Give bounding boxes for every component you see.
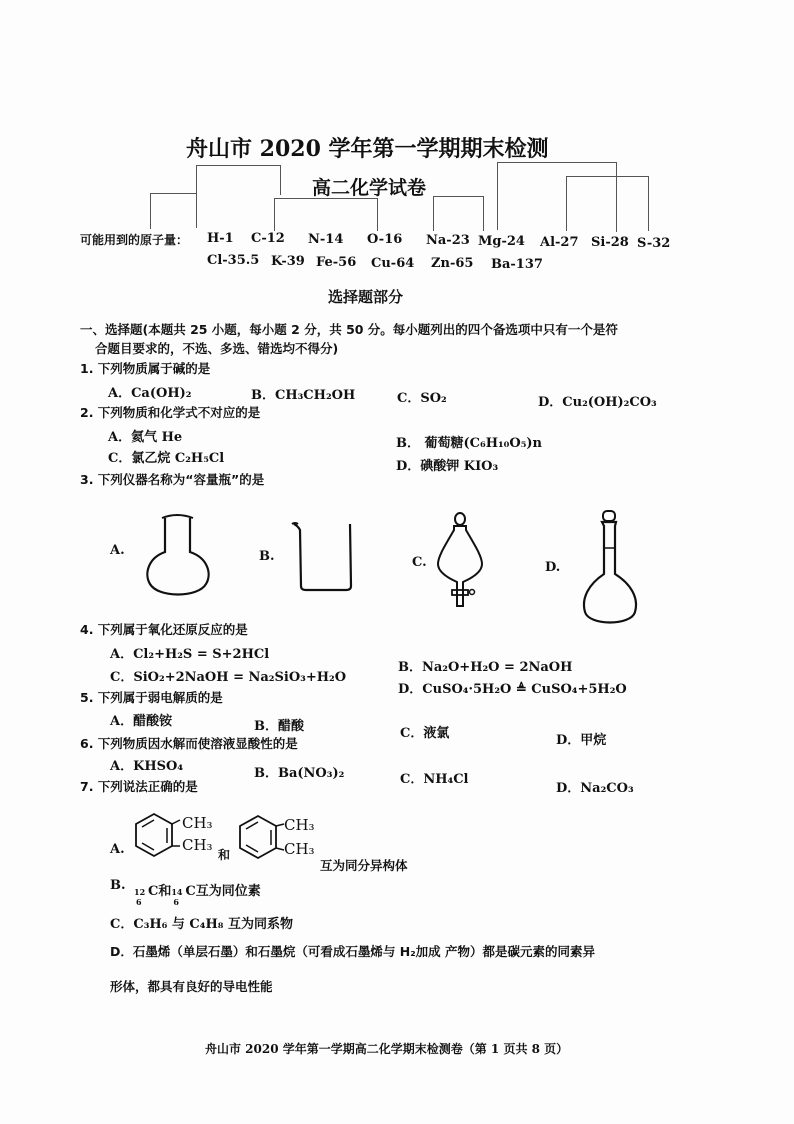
section-instructions-2: 合题目要求的，不选、多选、错选均不得分) xyxy=(95,341,339,356)
section-instructions-1: 一、选择题(本题共 25 小题，每小题 2 分，共 50 分。每小题列出的四个备选项中只有一个是符 xyxy=(80,322,618,337)
separatory-funnel-icon xyxy=(432,510,488,614)
q6-option-b: B．Ba(NO₃)₂ xyxy=(254,766,345,781)
q4-option-d: D．CuSO₄·5H₂O ≜ CuSO₄+5H₂O xyxy=(398,682,627,697)
mass-mg: Mg-24 xyxy=(478,234,525,249)
q5-option-c: C．液氯 xyxy=(400,726,450,741)
page-title: 舟山市 2020 学年第一学期期末检测 xyxy=(186,136,549,162)
mass-fe: Fe-56 xyxy=(316,255,357,270)
q3-option-d: D. xyxy=(545,560,561,575)
q5-stem: 5. 下列属于弱电解质的是 xyxy=(80,690,223,705)
mass-s: S-32 xyxy=(637,236,671,251)
scan-line xyxy=(377,198,378,231)
scan-line xyxy=(150,193,196,194)
scan-line xyxy=(150,193,151,229)
q4-option-b: B．Na₂O+H₂O = 2NaOH xyxy=(398,660,573,675)
ch3-label: CH₃ xyxy=(284,816,315,834)
q7-option-b-label: B. xyxy=(110,878,126,893)
q1-option-d: D．Cu₂(OH)₂CO₃ xyxy=(538,395,657,410)
q7-option-c: C．C₃H₆ 与 C₄H₈ 互为同系物 xyxy=(110,917,293,932)
q3-option-b: B. xyxy=(259,549,275,564)
scan-line xyxy=(433,196,483,197)
scan-line xyxy=(483,196,484,231)
q7-and: 和 xyxy=(218,848,231,862)
mass-c: C-12 xyxy=(251,231,285,246)
isotope-mass: 14 xyxy=(171,887,183,897)
scan-line xyxy=(497,162,498,230)
q1-option-a: A．Ca(OH)₂ xyxy=(108,386,192,401)
isotope-mass: 12 xyxy=(134,887,146,897)
q1-option-b: B．CH₃CH₂OH xyxy=(251,388,356,403)
scan-line xyxy=(566,176,648,177)
q1-stem: 1. 下列物质属于碱的是 xyxy=(80,361,211,376)
scan-line xyxy=(280,165,281,195)
q3-option-c: C. xyxy=(412,555,427,570)
section-title: 选择题部分 xyxy=(328,288,404,306)
mass-cl: Cl-35.5 xyxy=(207,253,260,268)
q4-option-a: A．Cl₂+H₂S = S+2HCl xyxy=(110,647,270,662)
scan-line xyxy=(274,198,275,231)
ch3-label: CH₃ xyxy=(284,840,315,858)
beaker-icon xyxy=(290,520,358,592)
q7-option-d-line1: D．石墨烯（单层石墨）和石墨烷（可看成石墨烯与 H₂加成 产物）都是碳元素的同素异 xyxy=(110,944,596,959)
mass-na: Na-23 xyxy=(426,233,470,248)
scan-line xyxy=(616,162,617,232)
volumetric-flask-icon xyxy=(577,508,643,632)
q6-option-c: C．NH₄Cl xyxy=(400,772,469,787)
scan-line xyxy=(196,165,280,166)
q1-option-c: C．SO₂ xyxy=(397,391,447,406)
mass-n: N-14 xyxy=(308,232,344,247)
mass-k: K-39 xyxy=(271,254,305,269)
scan-line xyxy=(433,196,434,231)
q7-option-a-tail: 互为同分异构体 xyxy=(320,858,408,873)
q2-option-c: C．氯乙烷 C₂H₅Cl xyxy=(108,451,225,466)
q7-stem: 7. 下列说法正确的是 xyxy=(80,779,198,794)
mass-cu: Cu-64 xyxy=(371,256,415,271)
scan-line xyxy=(648,176,649,231)
q7-option-a-label: A. xyxy=(110,842,125,857)
q6-option-a: A．KHSO₄ xyxy=(110,759,184,774)
scan-line xyxy=(566,176,567,231)
isotope-number: 6 xyxy=(136,897,142,907)
ch3-label: CH₃ xyxy=(182,814,213,832)
mass-si: Si-28 xyxy=(591,235,629,250)
atomic-mass-label: 可能用到的原子量： xyxy=(80,233,189,247)
scan-line xyxy=(196,165,197,228)
isotope-number: 6 xyxy=(173,897,179,907)
mass-zn: Zn-65 xyxy=(431,256,474,271)
q3-stem: 3. 下列仪器名称为“容量瓶”的是 xyxy=(80,472,265,487)
mass-ba: Ba-137 xyxy=(491,257,543,272)
q5-option-d: D．甲烷 xyxy=(556,733,607,748)
q5-option-a: A．醋酸铵 xyxy=(110,714,173,729)
q2-option-b: B． 葡萄糖(C₆H₁₀O₅)n xyxy=(396,436,542,451)
mass-al: Al-27 xyxy=(540,235,579,250)
q7-b-text: C和 xyxy=(148,884,172,899)
q2-stem: 2. 下列物质和化学式不对应的是 xyxy=(80,405,261,420)
round-bottom-flask-icon xyxy=(140,512,220,596)
ch3-label: CH₃ xyxy=(182,836,213,854)
page-footer: 舟山市 2020 学年第一学期高二化学期末检测卷（第 1 页共 8 页） xyxy=(205,1042,569,1056)
q2-option-d: D．碘酸钾 KIO₃ xyxy=(396,459,499,474)
q7-b-tail: C互为同位素 xyxy=(185,884,261,899)
q6-option-d: D．Na₂CO₃ xyxy=(556,781,634,796)
page-subtitle: 高二化学试卷 xyxy=(312,177,427,199)
q3-option-a: A. xyxy=(110,543,125,558)
mass-o: O-16 xyxy=(367,232,403,247)
q2-option-a: A．氦气 He xyxy=(108,430,183,445)
q7-option-b xyxy=(134,880,261,907)
q4-option-c: C．SiO₂+2NaOH = Na₂SiO₃+H₂O xyxy=(110,670,347,685)
q6-stem: 6. 下列物质因水解而使溶液显酸性的是 xyxy=(80,736,298,751)
q4-stem: 4. 下列属于氧化还原反应的是 xyxy=(80,622,248,637)
q5-option-b: B．醋酸 xyxy=(254,719,304,734)
q7-option-d-line2: 形体，都具有良好的导电性能 xyxy=(110,979,273,994)
mass-h: H-1 xyxy=(207,231,234,246)
